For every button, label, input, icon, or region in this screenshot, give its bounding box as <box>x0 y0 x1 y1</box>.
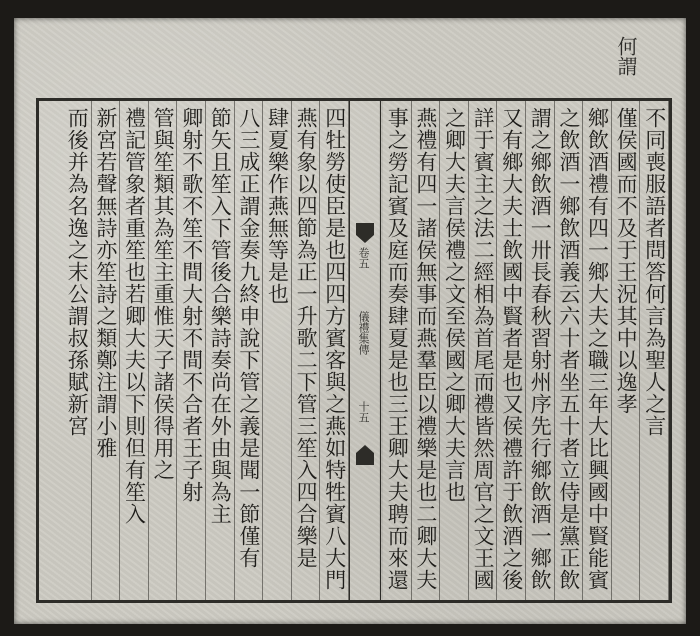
left-page-column-text: 卿射不歌不笙不間大射不間不合者王子射 <box>179 107 204 503</box>
left-page-column-text: 四牡勞使臣是也四四方賓客與之燕如特牲賓八大門 <box>322 107 347 591</box>
right-page-column-text: 之卿大夫言侯禮之文至侯國之卿大夫言也 <box>442 107 467 503</box>
page-number-label: 十五 <box>357 401 370 423</box>
left-page-column-text: 而後并為名逸之末公謂叔孫賦新宮 <box>65 107 90 437</box>
fish-tail-point-top <box>356 235 374 243</box>
right-page-column-text: 詳于賓主之法二經相為首尾而禮皆然周官之文王國 <box>471 107 496 591</box>
left-page-column-1 <box>320 101 349 600</box>
right-page-column-5 <box>526 101 555 600</box>
left-page-column-text: 禮記管象者重笙也若卿大夫以下則但有笙入 <box>122 107 147 525</box>
text-frame <box>36 98 672 603</box>
right-page-column-text: 事之勞記賓及庭而奏肆夏是也三王卿大夫聘而來還 <box>385 107 410 591</box>
book-title-label: 儀禮集傳 <box>357 311 370 355</box>
left-page-column-9 <box>92 101 121 600</box>
left-page-column-10 <box>63 101 92 600</box>
left-page-column-7 <box>149 101 178 600</box>
left-page-column-5 <box>206 101 235 600</box>
right-page-column-text: 之飲酒一鄉飲酒義云六十者坐五十者立侍是黨正飲 <box>556 107 581 591</box>
right-page-column-text: 鄉飲酒禮有四一鄉大夫之職三年大比興國中賢能賓 <box>585 107 610 591</box>
right-page-column-text: 僅侯國而不及于王況其中以逸孝 <box>614 107 639 415</box>
right-page-column-2 <box>612 101 641 600</box>
left-page-column-text: 肆夏樂作燕無等是也 <box>265 107 290 305</box>
volume-label: 卷五 <box>357 247 370 269</box>
margin-annotation: 何謂 <box>614 36 638 76</box>
right-page-column-9 <box>412 101 441 600</box>
left-page-column-6 <box>177 101 206 600</box>
left-page-column-8 <box>120 101 149 600</box>
left-page-column-text: 節矢且笙入下管後合樂詩奏尚在外由與為主 <box>208 107 233 525</box>
fish-tail-mark-top <box>356 223 374 235</box>
right-page-column-8 <box>440 101 469 600</box>
left-page-column-text: 新宮若聲無詩亦笙詩之類鄭注謂小雅 <box>93 107 118 459</box>
left-page-column-3 <box>263 101 292 600</box>
right-page-column-text: 燕禮有四一諸侯無事而燕羣臣以禮樂是也二卿大夫 <box>413 107 438 591</box>
right-page-column-1 <box>640 101 669 600</box>
right-page-column-4 <box>555 101 584 600</box>
fish-tail-point-bottom <box>356 445 374 453</box>
fish-tail-mark-bottom <box>356 453 374 465</box>
center-fold-column <box>349 101 381 600</box>
left-page-column-text: 管與笙類其為笙主重惟天子諸侯得用之 <box>151 107 176 481</box>
left-page-column-2 <box>292 101 321 600</box>
scanned-book-page <box>14 18 686 624</box>
left-page-column-text: 燕有象以四節為正一升歌二下管三笙入四合樂是 <box>294 107 319 569</box>
right-page-column-10 <box>383 101 412 600</box>
right-page-column-7 <box>469 101 498 600</box>
right-page-column-text: 不同喪服語者問答何言為聖人之言 <box>642 107 667 437</box>
right-page-column-3 <box>583 101 612 600</box>
left-page-column-text: 八三成正謂金奏九終申說下管之義是聞一節僅有 <box>236 107 261 569</box>
right-page-column-text: 謂之鄉飲酒一卅長春秋習射州序先行鄉飲酒一鄉飲 <box>528 107 553 591</box>
right-page-column-text: 又有鄉大夫士飲國中賢者是也又侯禮許于飲酒之後 <box>499 107 524 591</box>
left-page-column-4 <box>235 101 264 600</box>
right-page-column-6 <box>497 101 526 600</box>
